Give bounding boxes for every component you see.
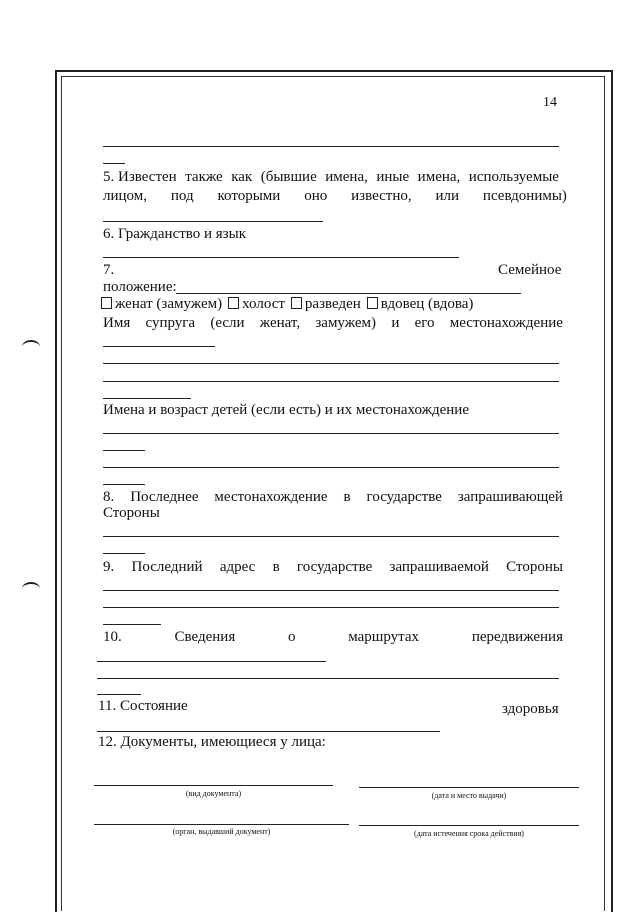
word: адрес <box>219 559 256 575</box>
section-6-label: 6. Гражданство и язык <box>103 226 246 242</box>
fill-line <box>103 590 559 591</box>
marital-status-options <box>101 296 479 313</box>
spouse-label <box>103 315 563 332</box>
fill-line <box>103 450 145 451</box>
word: имена, <box>417 169 461 185</box>
word: 10. <box>103 629 122 645</box>
document-type-field[interactable] <box>94 785 333 786</box>
punch-mark <box>22 340 40 354</box>
option-single[interactable]: холост <box>228 296 285 312</box>
checkbox-icon <box>228 297 239 309</box>
word: иные <box>376 169 410 185</box>
word: в <box>343 489 351 505</box>
word: 8. <box>103 489 115 505</box>
option-widowed[interactable]: вдовец (вдова) <box>367 296 474 312</box>
word: и <box>391 315 400 331</box>
word: Последнее <box>130 489 199 505</box>
fill-line <box>103 363 559 364</box>
checkbox-icon <box>101 297 112 309</box>
issue-date-place-caption: (дата и место выдачи) <box>431 791 507 800</box>
section-7-word: Семейное <box>498 262 562 278</box>
word: государстве <box>366 489 442 505</box>
document-type-caption: (вид документа) <box>185 789 242 798</box>
fill-line <box>97 694 141 695</box>
fill-line <box>103 536 559 537</box>
fill-line <box>103 398 191 399</box>
word: местонахождение <box>214 489 328 505</box>
section-11-label: 11. Состояние <box>98 698 188 714</box>
word: имена, <box>325 169 368 185</box>
fill-line <box>103 553 145 554</box>
word: которыми <box>217 188 281 204</box>
issuing-authority-field[interactable] <box>94 824 349 825</box>
fill-line <box>103 163 125 164</box>
word: как <box>231 169 253 185</box>
word: 5. Известен <box>103 169 177 185</box>
word: женат, <box>259 315 301 331</box>
section-8-line-1 <box>103 489 563 506</box>
expiry-date-caption: (дата истечения срока действия) <box>414 829 524 838</box>
word: псевдонимы) <box>482 188 567 204</box>
fill-line <box>103 221 323 222</box>
checkbox-icon <box>291 297 302 309</box>
word: лицом, <box>103 188 147 204</box>
fill-line <box>103 624 161 625</box>
word: запрашиваемой <box>389 559 489 575</box>
page-number: 14 <box>543 95 557 110</box>
fill-line <box>103 257 459 258</box>
word: в <box>272 559 280 575</box>
word: замужем) <box>315 315 377 331</box>
fill-line <box>97 731 440 732</box>
section-5-line-1 <box>103 169 559 186</box>
word: Сведения <box>174 629 236 645</box>
section-8-line-2: Стороны <box>103 505 160 521</box>
children-label: Имена и возраст детей (если есть) и их местонахождение <box>103 402 469 418</box>
fill-line <box>97 661 326 662</box>
fill-line <box>103 484 145 485</box>
word: используемые <box>468 169 559 185</box>
word: супруга <box>145 315 196 331</box>
word: передвижения <box>471 629 563 645</box>
word: оно <box>304 188 328 204</box>
word: Последний <box>131 559 203 575</box>
issue-date-place-field[interactable] <box>359 787 579 788</box>
word: известно, <box>351 188 412 204</box>
section-12-label: 12. Документы, имеющиеся у лица: <box>98 734 326 750</box>
expiry-date-field[interactable] <box>359 825 579 826</box>
section-9-line-1 <box>103 559 563 576</box>
option-divorced[interactable]: разведен <box>291 296 361 312</box>
word: (бывшие <box>260 169 317 185</box>
section-5-line-2 <box>103 188 567 205</box>
section-11-label-end: здоровья <box>502 701 559 717</box>
word: его <box>414 315 435 331</box>
checkbox-icon <box>367 297 378 309</box>
word: запрашивающей <box>457 489 563 505</box>
word: под <box>170 188 194 204</box>
fill-line <box>103 433 559 434</box>
marital-status-label: положение: <box>103 279 177 295</box>
word: (если <box>210 315 245 331</box>
punch-mark <box>22 582 40 596</box>
section-7-number: 7. <box>103 262 115 278</box>
word: государстве <box>296 559 373 575</box>
fill-line <box>176 293 521 294</box>
word: Стороны <box>506 559 563 575</box>
fill-line <box>97 678 559 679</box>
issuing-authority-caption: (орган, выдавший документ) <box>172 827 271 836</box>
fill-line <box>103 346 215 347</box>
option-married[interactable]: женат (замужем) <box>101 296 222 312</box>
word: маршрутах <box>348 629 420 645</box>
word: Имя <box>103 315 131 331</box>
word: о <box>287 629 296 645</box>
word: также <box>185 169 223 185</box>
fill-line <box>103 146 559 147</box>
fill-line <box>103 381 559 382</box>
word: 9. <box>103 559 115 575</box>
word: или <box>435 188 460 204</box>
word: местонахождение <box>449 315 563 331</box>
fill-line <box>103 467 559 468</box>
fill-line <box>103 607 559 608</box>
section-10-line-1 <box>103 629 563 646</box>
